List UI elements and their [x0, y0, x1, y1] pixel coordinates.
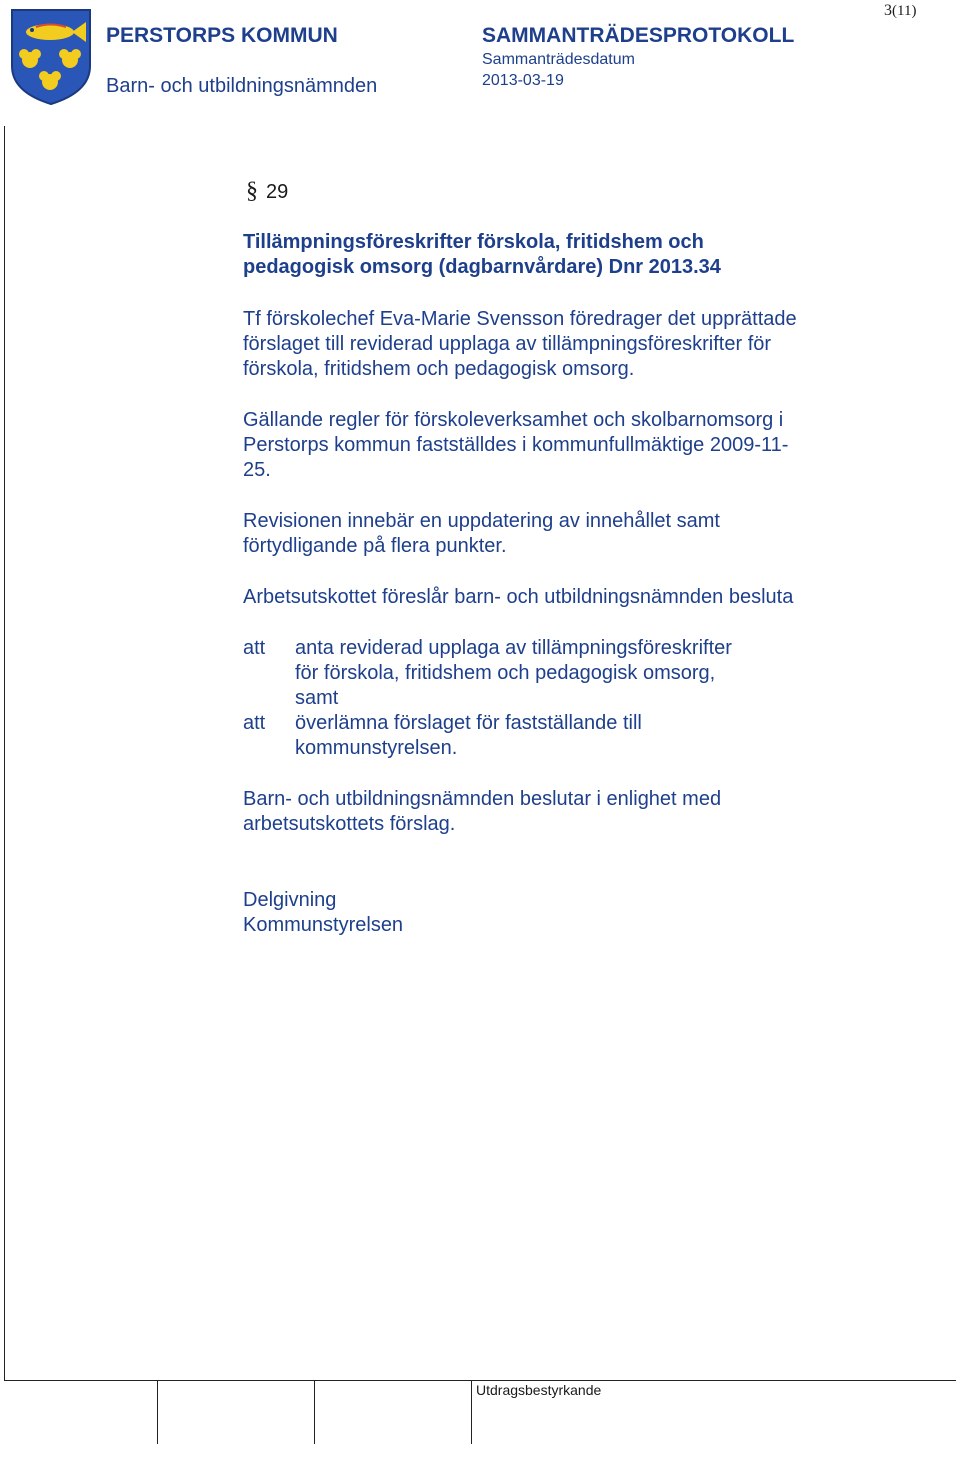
delivery-label: Delgivning — [243, 889, 337, 911]
text-line: Tf förskolechef Eva-Marie Svensson föredrager det upprättade — [243, 308, 797, 330]
text-line: förskola, fritidshem och pedagogisk omsorg. — [243, 358, 635, 380]
section-sign: § — [246, 178, 258, 204]
heading-line: pedagogisk omsorg (dagbarnvårdare) Dnr 2013.34 — [243, 256, 721, 278]
committee-name: Barn- och utbildningsnämnden — [106, 75, 378, 97]
item-heading — [243, 230, 721, 280]
text-line: förslaget till reviderad upplaga av tillämpningsföreskrifter för — [243, 333, 772, 355]
coat-of-arms-icon — [10, 8, 92, 106]
page-current: 3 — [884, 2, 892, 19]
text-line: arbetsutskottets förslag. — [243, 813, 456, 835]
att-marker: att — [243, 712, 266, 734]
text-line: Barn- och utbildningsnämnden beslutar i enlighet med — [243, 788, 722, 810]
text-line: förtydligande på flera punkter. — [243, 535, 507, 557]
text-line: Perstorps kommun fastställdes i kommunfullmäktige 2009-11- — [243, 434, 789, 456]
certification-label: Utdragsbestyrkande — [476, 1382, 602, 1398]
section-number-value: 29 — [266, 181, 289, 203]
heading-line: Tillämpningsföreskrifter förskola, fritidshem och — [243, 231, 704, 253]
text-line: kommunstyrelsen. — [295, 737, 458, 759]
text-line: Gällande regler för förskoleverksamhet och skolbarnomsorg i — [243, 409, 784, 431]
meeting-date-label: Sammanträdesdatum — [482, 51, 635, 68]
att-marker: att — [243, 637, 266, 659]
paragraph-presentation — [243, 307, 883, 382]
left-margin-line — [4, 126, 5, 1380]
att-item-text — [295, 636, 815, 711]
footer-column-line — [471, 1380, 472, 1444]
delivery-block — [243, 888, 883, 938]
paragraph-decision — [243, 787, 883, 837]
page-total: (11) — [892, 3, 917, 19]
att-item-text — [295, 711, 815, 761]
text-line: anta reviderad upplaga av tillämpningsföreskrifter — [295, 637, 732, 659]
paragraph-revision — [243, 509, 883, 559]
text-line: överlämna förslaget för fastställande till — [295, 712, 642, 734]
document-title: SAMMANTRÄDESPROTOKOLL — [482, 24, 795, 47]
text-line: Revisionen innebär en uppdatering av innehållet samt — [243, 510, 720, 532]
paragraph-current-rules — [243, 408, 883, 483]
footer-divider — [4, 1380, 956, 1381]
text-line: 25. — [243, 459, 271, 481]
paragraph-proposal: Arbetsutskottet föreslår barn- och utbildningsnämnden besluta — [243, 586, 794, 608]
section-number — [246, 178, 288, 205]
footer-column-line — [157, 1380, 158, 1444]
organization-name: PERSTORPS KOMMUN — [106, 24, 338, 47]
meeting-date: 2013-03-19 — [482, 72, 564, 89]
text-line: för förskola, fritidshem och pedagogisk omsorg, — [295, 662, 716, 684]
delivery-recipient: Kommunstyrelsen — [243, 914, 404, 936]
footer-column-line — [314, 1380, 315, 1444]
page-number — [884, 2, 916, 20]
text-line: samt — [295, 687, 339, 709]
